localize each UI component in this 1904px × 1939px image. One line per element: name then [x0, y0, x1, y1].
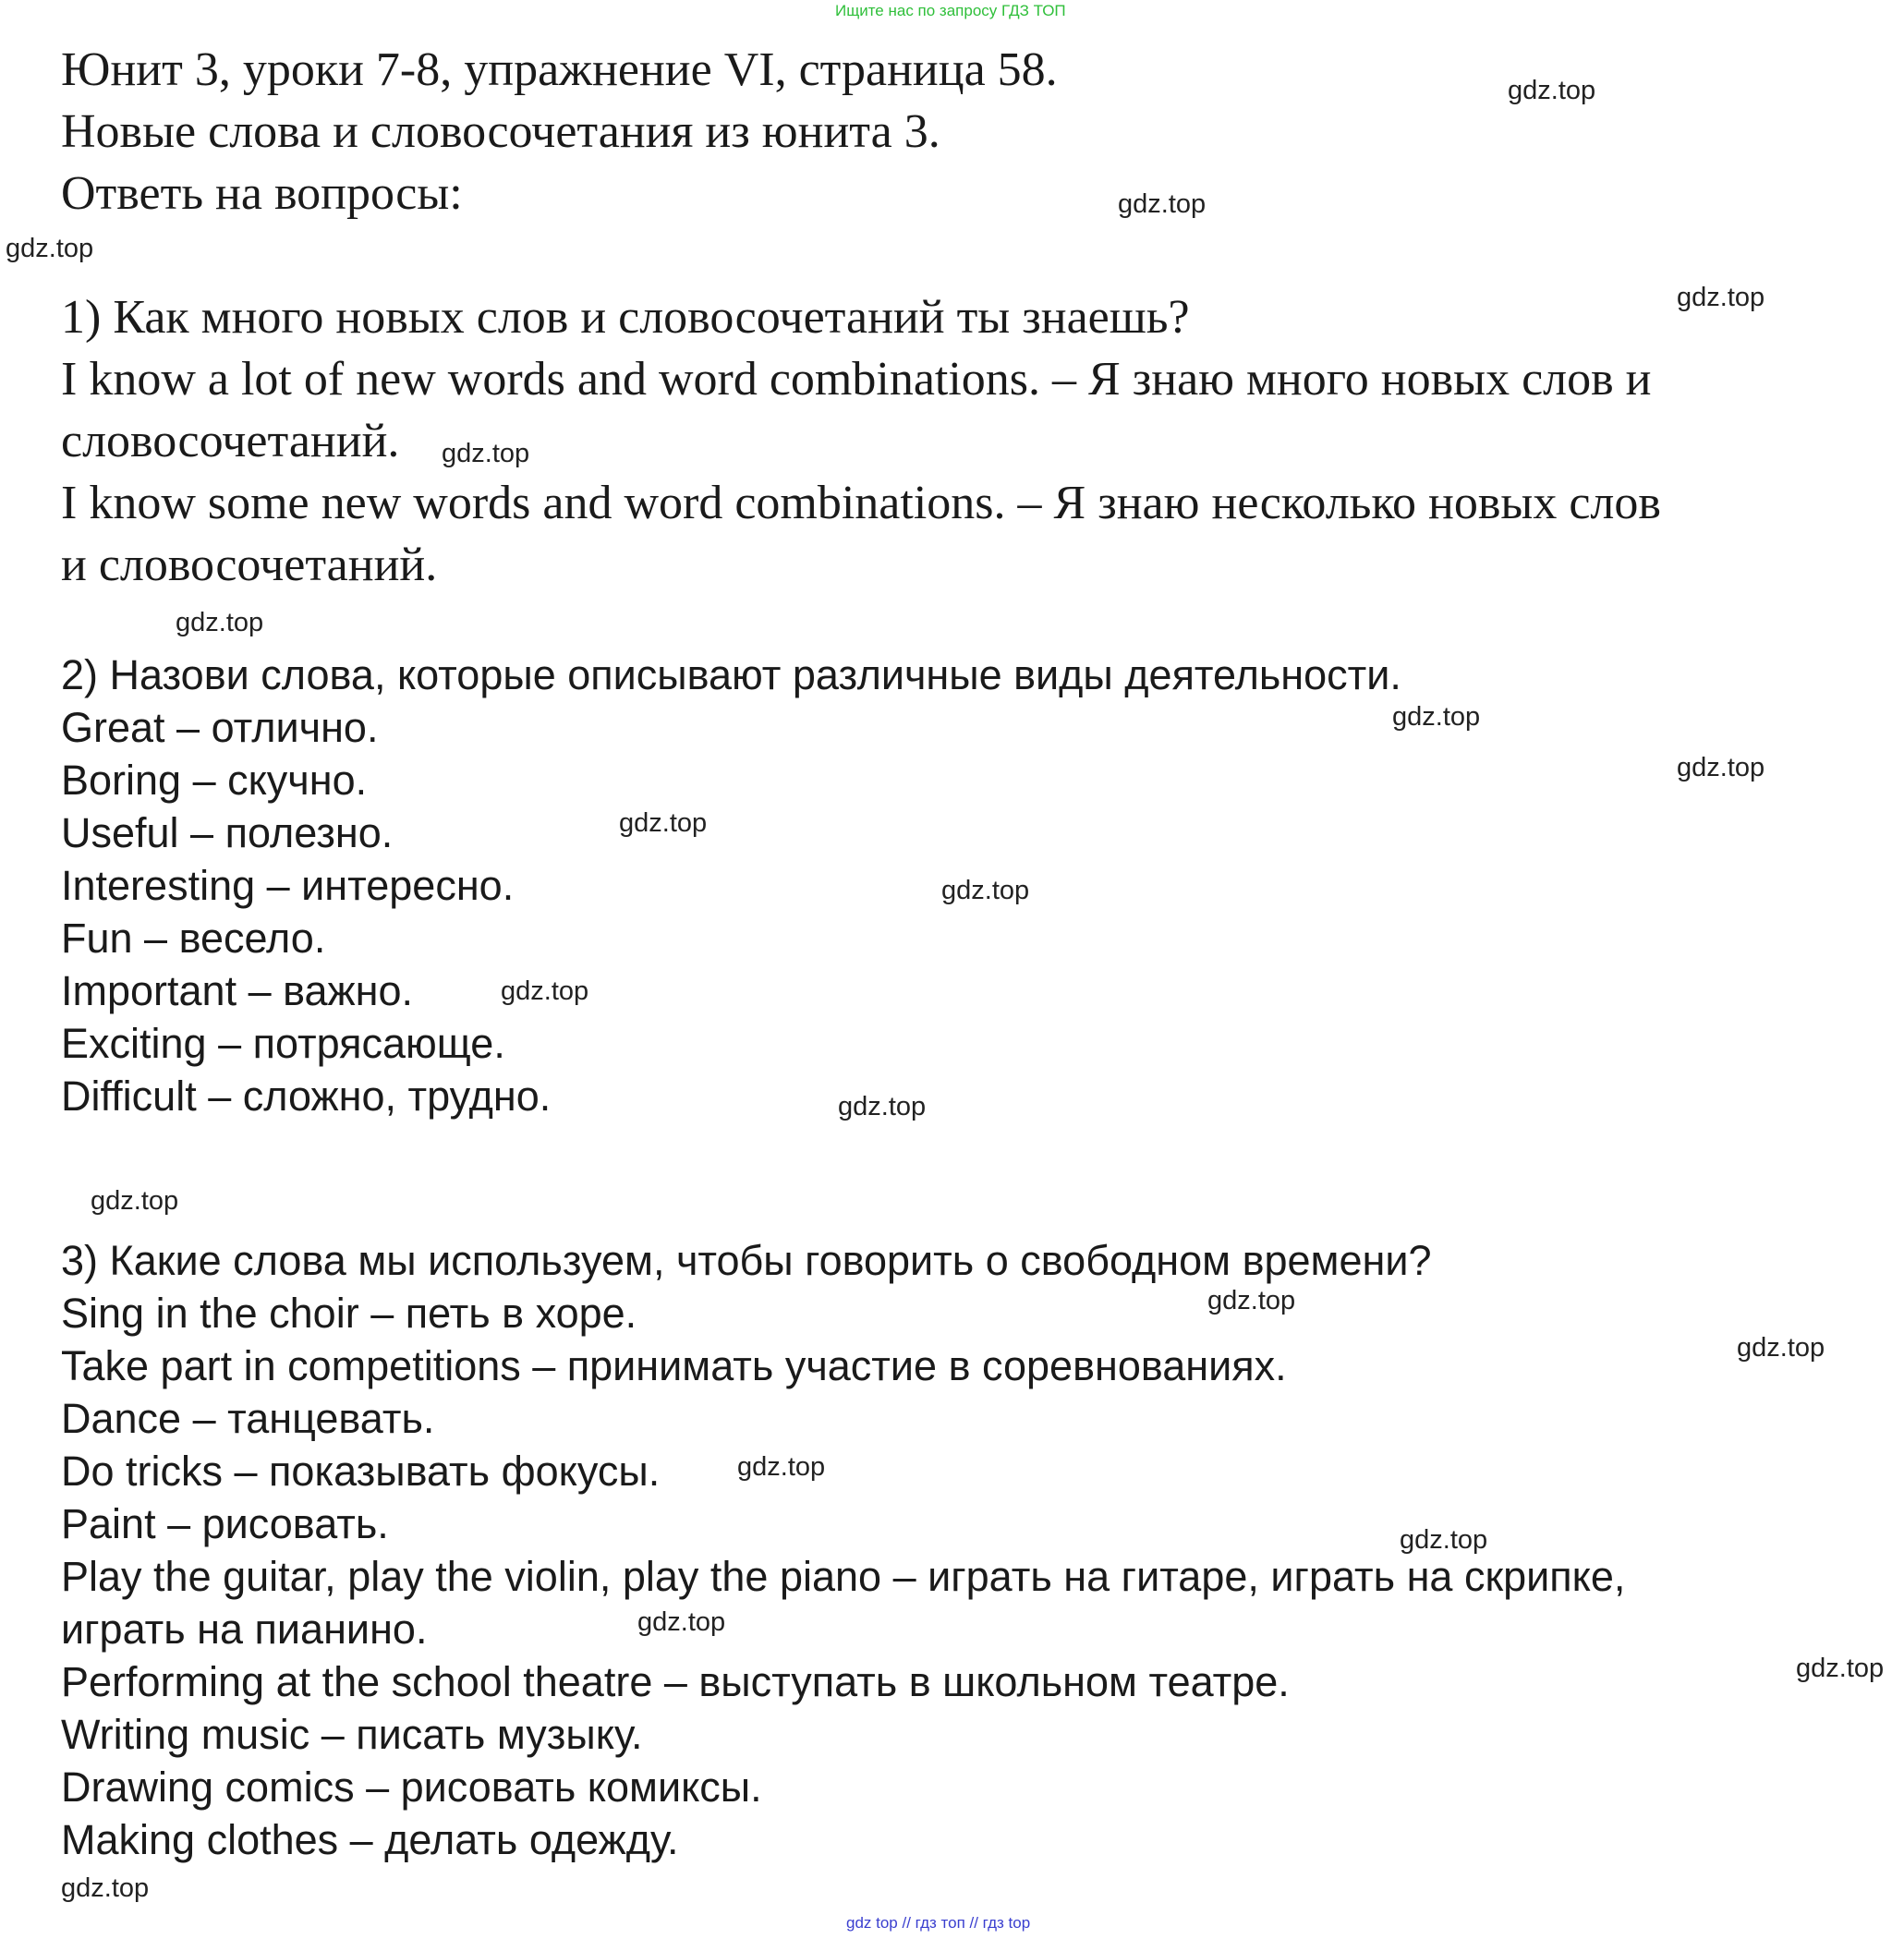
watermark: gdz.top [91, 1186, 179, 1216]
watermark: gdz.top [442, 439, 530, 468]
list-item: Boring – скучно. [61, 757, 368, 804]
list-item: Sing in the choir – петь в хоре. [61, 1290, 637, 1337]
list-item: Important – важно. [61, 967, 414, 1014]
watermark: gdz.top [1737, 1333, 1825, 1363]
list-item: Do tricks – показывать фокусы. [61, 1448, 661, 1495]
question-3 [61, 1234, 1625, 1866]
list-item: Difficult – сложно, трудно. [61, 1073, 552, 1120]
watermark: gdz.top [1392, 702, 1481, 732]
watermark: gdz.top [1796, 1654, 1885, 1683]
list-item: Useful – полезно. [61, 809, 394, 856]
list-item: Performing at the school theatre – выступать в школьном театре. [61, 1658, 1290, 1705]
page-subtitle: Новые слова и словосочетания из юнита 3. [61, 105, 940, 158]
answer-2-line-1: I know some new words and word combinations. – Я знаю несколько новых слов [61, 477, 1661, 529]
list-item: Take part in competitions – принимать участие в соревнованиях. [61, 1342, 1287, 1389]
top-banner: Ищите нас по запросу ГДЗ ТОП [835, 2, 1066, 19]
watermark: gdz.top [941, 876, 1030, 905]
watermark: gdz.top [176, 608, 264, 637]
list-item: Play the guitar, play the violin, play the piano – играть на гитаре, играть на скрипке, [61, 1553, 1626, 1600]
list-item: Interesting – интересно. [61, 862, 515, 909]
list-item: Great – отлично. [61, 704, 379, 751]
list-item: Paint – рисовать. [61, 1500, 389, 1547]
watermark: gdz.top [1677, 753, 1765, 782]
watermark: gdz.top [1118, 189, 1207, 219]
watermark: gdz.top [6, 234, 94, 263]
bottom-banner: gdz top // гдз топ // гдз top [846, 1914, 1031, 1932]
question-3-text: 3) Какие слова мы используем, чтобы говорить о свободном времени? [61, 1237, 1432, 1284]
list-item: Making clothes – делать одежду. [61, 1816, 679, 1863]
list-item: Dance – танцевать. [61, 1395, 435, 1442]
question-2-text: 2) Назови слова, которые описывают различные виды деятельности. [61, 651, 1401, 698]
question-1 [61, 286, 1661, 596]
watermark: gdz.top [1677, 283, 1765, 312]
watermark: gdz.top [1400, 1525, 1488, 1555]
list-item: играть на пианино. [61, 1606, 428, 1653]
answer-1-line-2: словосочетаний. [61, 415, 400, 467]
watermark: gdz.top [1207, 1286, 1296, 1315]
watermark: gdz.top [1508, 76, 1596, 105]
answer-1-line-1: I know a lot of new words and word combinations. – Я знаю много новых слов и [61, 353, 1652, 406]
watermark: gdz.top [838, 1092, 927, 1121]
watermark: gdz.top [637, 1607, 726, 1637]
question-2 [61, 648, 1401, 1122]
answer-2-line-2: и словосочетаний. [61, 539, 438, 591]
list-item: Writing music – писать музыку. [61, 1711, 643, 1758]
list-item: Fun – весело. [61, 915, 326, 962]
watermark: gdz.top [619, 808, 708, 838]
instruction: Ответь на вопросы: [61, 167, 463, 220]
list-item: Drawing comics – рисовать комиксы. [61, 1763, 762, 1811]
page-title: Юнит 3, уроки 7-8, упражнение VI, страница 58. [61, 43, 1058, 96]
list-item: Exciting – потрясающе. [61, 1020, 505, 1067]
watermark: gdz.top [61, 1873, 150, 1903]
watermark: gdz.top [737, 1452, 826, 1482]
question-1-text: 1) Как много новых слов и словосочетаний ты знаешь? [61, 291, 1190, 344]
watermark: gdz.top [501, 976, 589, 1006]
